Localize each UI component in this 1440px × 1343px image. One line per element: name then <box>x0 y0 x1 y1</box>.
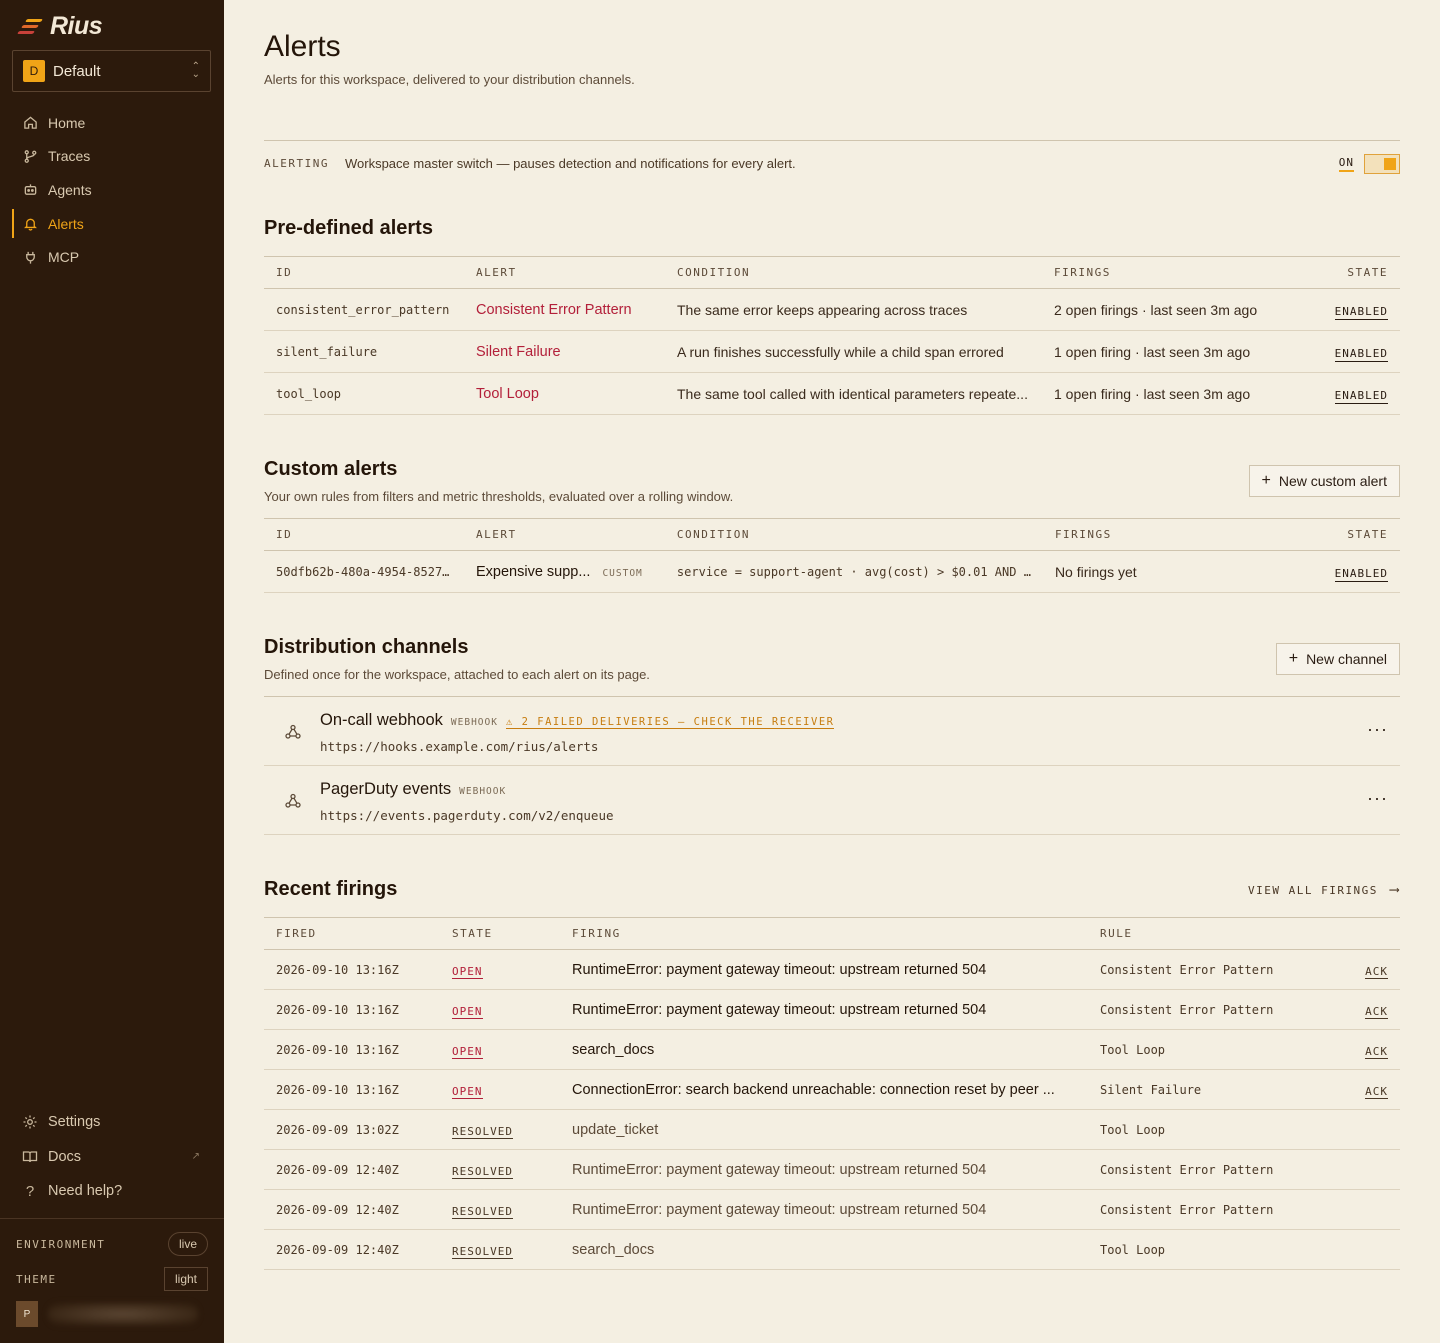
sidebar-bottom-nav <box>0 1105 224 1209</box>
channel-type: WEBHOOK <box>450 717 498 728</box>
column-header-firings: FIRINGS <box>1043 519 1290 551</box>
arrow-right-icon: ⟶ <box>1390 882 1400 898</box>
table-row[interactable] <box>264 373 1400 415</box>
table-row[interactable] <box>264 1110 1400 1150</box>
table-row[interactable] <box>264 289 1400 331</box>
user-profile[interactable] <box>16 1301 198 1327</box>
alert-state-toggle[interactable]: ENABLED <box>1334 346 1388 360</box>
traces-icon <box>22 148 38 164</box>
status-badge: RESOLVED <box>452 1204 513 1218</box>
firing-message[interactable]: ConnectionError: search backend unreachable: connection reset by peer ... <box>560 1070 1088 1110</box>
predefined-alerts-table <box>264 256 1400 415</box>
sidebar-nav <box>0 106 224 274</box>
firing-message[interactable]: search_docs <box>560 1030 1088 1070</box>
custom-alerts-title: Custom alerts <box>264 458 398 480</box>
firing-rule: Tool Loop <box>1088 1230 1320 1270</box>
brand-logo[interactable] <box>18 12 102 40</box>
sidebar-item-home[interactable] <box>0 106 224 140</box>
column-header-id: ID <box>264 519 464 551</box>
firing-rule: Consistent Error Pattern <box>1088 990 1320 1030</box>
sidebar <box>0 0 224 1343</box>
sidebar-item-mcp[interactable] <box>0 240 224 274</box>
channel-name[interactable]: PagerDuty events <box>320 780 452 798</box>
firing-rule: Tool Loop <box>1088 1030 1320 1070</box>
alert-link[interactable]: Silent Failure <box>476 344 561 360</box>
brand-mark-icon <box>18 16 44 36</box>
custom-alerts-table <box>264 518 1400 593</box>
column-header-firings: FIRINGS <box>1042 257 1290 289</box>
new-custom-alert-button[interactable] <box>1249 465 1401 497</box>
plug-icon <box>22 249 38 265</box>
column-header-id: ID <box>264 257 464 289</box>
firing-rule: Consistent Error Pattern <box>1088 1150 1320 1190</box>
sidebar-footer <box>0 1218 224 1343</box>
channel-name[interactable]: On-call webhook <box>320 711 443 729</box>
column-header-condition: CONDITION <box>665 257 1042 289</box>
bell-icon <box>22 216 38 232</box>
sidebar-item-label: Home <box>48 114 86 131</box>
alerting-toggle-group <box>1339 154 1400 174</box>
table-row[interactable] <box>264 990 1400 1030</box>
page-subtitle: Alerts for this workspace, delivered to your distribution channels. <box>264 72 635 87</box>
environment-pill[interactable]: live <box>168 1232 208 1256</box>
firing-rule: Consistent Error Pattern <box>1088 1190 1320 1230</box>
alert-link[interactable]: Consistent Error Pattern <box>476 302 632 318</box>
alert-firings: No firings yet <box>1043 551 1290 593</box>
sidebar-item-alerts[interactable] <box>0 207 224 241</box>
sidebar-item-help[interactable] <box>0 1174 224 1209</box>
delivery-warning-label: 2 FAILED DELIVERIES — CHECK THE RECEIVER <box>521 716 835 728</box>
alert-id: tool_loop <box>264 373 464 415</box>
workspace-name: Default <box>53 62 101 80</box>
custom-tag: CUSTOM <box>602 568 643 579</box>
fired-time: 2026-09-10 13:16Z <box>264 1070 440 1110</box>
channel-type: WEBHOOK <box>459 786 507 797</box>
gear-icon <box>22 1114 38 1130</box>
environment-row <box>16 1232 208 1256</box>
firing-message[interactable]: RuntimeError: payment gateway timeout: upstream returned 504 <box>560 990 1088 1030</box>
channel-url: https://events.pagerduty.com/v2/enqueue <box>320 808 614 823</box>
plus-icon: + <box>1288 650 1299 667</box>
brand-name: Rius <box>50 11 103 40</box>
sidebar-item-label: Need help? <box>48 1183 123 1200</box>
workspace-badge: D <box>23 60 45 82</box>
sidebar-item-traces[interactable] <box>0 140 224 174</box>
page-title: Alerts <box>264 30 341 63</box>
table-row[interactable] <box>264 1030 1400 1070</box>
webhook-icon <box>284 792 302 810</box>
theme-toggle[interactable]: light <box>164 1267 208 1291</box>
sidebar-item-label: Docs <box>48 1148 82 1165</box>
channels-title: Distribution channels <box>264 636 469 658</box>
fired-time: 2026-09-09 13:02Z <box>264 1110 440 1150</box>
channel-name-row <box>320 711 834 730</box>
alert-condition: The same error keeps appearing across traces <box>665 289 1042 331</box>
recent-firings-title: Recent firings <box>264 878 398 900</box>
column-header-state: STATE <box>440 918 560 950</box>
status-badge: RESOLVED <box>452 1124 513 1138</box>
column-header-alert: ALERT <box>464 257 665 289</box>
column-header-rule: RULE <box>1088 918 1320 950</box>
alert-id: silent_failure <box>264 331 464 373</box>
theme-row <box>16 1267 208 1291</box>
sidebar-item-label: Traces <box>48 148 91 165</box>
channel-url: https://hooks.example.com/rius/alerts <box>320 739 599 754</box>
fired-time: 2026-09-10 13:16Z <box>264 990 440 1030</box>
recent-firings-table <box>264 917 1400 1270</box>
book-icon <box>22 1149 38 1165</box>
column-header-firing: FIRING <box>560 918 1088 950</box>
alerting-state-label: ON <box>1339 156 1354 172</box>
sidebar-item-label: Settings <box>48 1114 101 1131</box>
delivery-warning[interactable] <box>506 716 835 729</box>
column-header-action <box>1320 918 1400 950</box>
alert-state-toggle[interactable]: ENABLED <box>1334 304 1388 318</box>
alert-firings: 2 open firings · last seen 3m ago <box>1042 289 1290 331</box>
alert-condition: A run finishes successfully while a child span errored <box>665 331 1042 373</box>
table-row[interactable] <box>264 950 1400 990</box>
chevron-updown-icon: ⌃ ⌄ <box>191 61 200 80</box>
alert-condition: The same tool called with identical parameters repeate... <box>665 373 1042 415</box>
question-icon: ? <box>25 1182 35 1200</box>
new-channel-button[interactable] <box>1276 643 1400 675</box>
column-header-alert: ALERT <box>464 519 665 551</box>
custom-alerts-subtitle: Your own rules from filters and metric thresholds, evaluated over a rolling window. <box>264 489 734 504</box>
alert-firings: 1 open firing · last seen 3m ago <box>1042 373 1290 415</box>
theme-label: THEME <box>16 1272 57 1286</box>
home-icon <box>22 115 38 131</box>
alerting-label: ALERTING <box>264 157 329 170</box>
alert-condition: service = support-agent · avg(cost) > $0.01 AND … <box>665 551 1043 593</box>
firing-message[interactable]: update_ticket <box>560 1110 1088 1150</box>
ack-button[interactable]: ACK <box>1365 964 1388 978</box>
fired-time: 2026-09-09 12:40Z <box>264 1230 440 1270</box>
alert-link[interactable]: Tool Loop <box>476 386 539 402</box>
firing-message[interactable]: RuntimeError: payment gateway timeout: upstream returned 504 <box>560 950 1088 990</box>
new-channel-label: New channel <box>1306 651 1387 667</box>
environment-label: ENVIRONMENT <box>16 1237 106 1251</box>
channel-name-row <box>320 780 506 799</box>
status-badge: OPEN <box>452 1084 483 1098</box>
alerting-description: Workspace master switch — pauses detection and notifications for every alert. <box>344 156 796 171</box>
firing-message[interactable]: RuntimeError: payment gateway timeout: upstream returned 504 <box>560 1190 1088 1230</box>
fired-time: 2026-09-10 13:16Z <box>264 950 440 990</box>
channel-list <box>264 696 1400 835</box>
fired-time: 2026-09-09 12:40Z <box>264 1150 440 1190</box>
alert-firings: 1 open firing · last seen 3m ago <box>1042 331 1290 373</box>
alert-id: 50dfb62b-480a-4954-8527… <box>264 551 464 593</box>
column-header-fired: FIRED <box>264 918 440 950</box>
status-badge: OPEN <box>452 964 483 978</box>
column-header-condition: CONDITION <box>665 519 1043 551</box>
ack-button[interactable]: ACK <box>1365 1044 1388 1058</box>
sidebar-item-settings[interactable] <box>0 1105 224 1140</box>
more-options-icon[interactable]: ··· <box>1367 788 1388 808</box>
firing-rule: Tool Loop <box>1088 1110 1320 1150</box>
table-row[interactable] <box>264 551 1400 593</box>
status-badge: OPEN <box>452 1044 483 1058</box>
channels-subtitle: Defined once for the workspace, attached to each alert on its page. <box>264 667 650 682</box>
status-badge: RESOLVED <box>452 1164 513 1178</box>
fired-time: 2026-09-10 13:16Z <box>264 1030 440 1070</box>
webhook-icon <box>284 723 302 741</box>
external-link-icon: ↗ <box>191 1151 200 1163</box>
user-name-redacted <box>48 1303 198 1325</box>
alert-state-toggle[interactable]: ENABLED <box>1334 388 1388 402</box>
alerting-toggle[interactable] <box>1364 154 1400 174</box>
avatar: P <box>16 1301 38 1327</box>
ack-button[interactable]: ACK <box>1365 1004 1388 1018</box>
view-all-firings-label: VIEW ALL FIRINGS <box>1247 884 1378 897</box>
sidebar-item-docs[interactable] <box>0 1140 224 1175</box>
agents-icon <box>22 182 38 198</box>
table-row[interactable] <box>264 1190 1400 1230</box>
new-custom-alert-label: New custom alert <box>1278 473 1387 489</box>
sidebar-item-label: MCP <box>48 249 80 266</box>
list-item[interactable] <box>264 697 1400 766</box>
firing-message[interactable]: RuntimeError: payment gateway timeout: upstream returned 504 <box>560 1150 1088 1190</box>
status-badge: OPEN <box>452 1004 483 1018</box>
sidebar-item-agents[interactable] <box>0 173 224 207</box>
view-all-firings-link[interactable] <box>1248 882 1400 898</box>
firing-rule: Consistent Error Pattern <box>1088 950 1320 990</box>
firing-message[interactable]: search_docs <box>560 1230 1088 1270</box>
plus-icon: + <box>1261 472 1271 489</box>
sidebar-item-label: Alerts <box>48 215 84 232</box>
ack-button[interactable]: ACK <box>1365 1084 1388 1098</box>
table-row[interactable] <box>264 1150 1400 1190</box>
alerting-master-switch-row <box>264 140 1400 186</box>
list-item[interactable] <box>264 766 1400 835</box>
table-row[interactable] <box>264 331 1400 373</box>
warning-icon: ⚠ <box>505 716 522 728</box>
firing-rule: Silent Failure <box>1088 1070 1320 1110</box>
table-row[interactable] <box>264 1230 1400 1270</box>
workspace-switcher[interactable] <box>12 50 211 92</box>
more-options-icon[interactable]: ··· <box>1367 719 1388 739</box>
column-header-state: STATE <box>1290 519 1400 551</box>
table-row[interactable] <box>264 1070 1400 1110</box>
fired-time: 2026-09-09 12:40Z <box>264 1190 440 1230</box>
alert-state-toggle[interactable]: ENABLED <box>1334 566 1388 580</box>
alert-id: consistent_error_pattern <box>264 289 464 331</box>
sidebar-item-label: Agents <box>48 181 92 198</box>
predefined-alerts-title: Pre-defined alerts <box>264 217 433 239</box>
alert-link[interactable]: Expensive supp... <box>475 564 591 580</box>
column-header-state: STATE <box>1290 257 1400 289</box>
status-badge: RESOLVED <box>452 1244 513 1258</box>
